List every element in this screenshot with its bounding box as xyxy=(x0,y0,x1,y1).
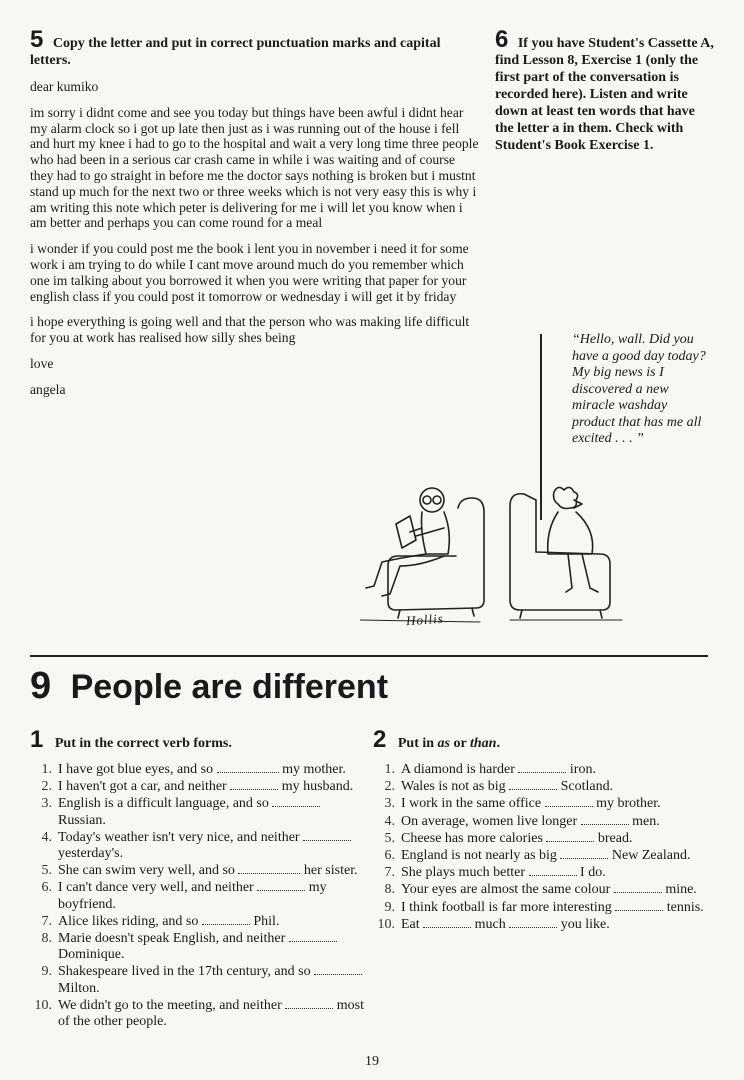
unit-heading xyxy=(30,664,388,709)
answer-blank[interactable] xyxy=(314,964,362,975)
list-item: 6. I can't dance very well, and neither my boyfriend. xyxy=(41,880,327,912)
answer-blank[interactable] xyxy=(581,814,629,825)
answer-blank[interactable] xyxy=(423,917,471,928)
list-item: 1. I have got blue eyes, and so my mother. xyxy=(41,762,346,777)
list-item: 2. Wales is not as big Scotland. xyxy=(384,779,614,795)
page-number: 19 xyxy=(365,1054,379,1069)
letter-paragraph: i hope everything is going well and that the person who was making life difficult for you at work has realised how silly shes being xyxy=(30,314,470,346)
letter-salutation: dear kumiko xyxy=(30,79,99,94)
exercise-6-number: 6 xyxy=(495,26,509,53)
answer-blank[interactable] xyxy=(545,796,593,807)
list-item: 5. Cheese has more calories bread. xyxy=(384,830,633,846)
exercise-2-instruction: Put in as or than. xyxy=(397,736,500,751)
list-item: 3. I work in the same office my brother. xyxy=(384,796,661,812)
exercise-5-title: Copy the letter and put in correct punctuation marks and capital letters. xyxy=(30,36,441,68)
unit-number: 9 xyxy=(30,665,52,707)
answer-blank[interactable] xyxy=(518,762,566,773)
exercise-1 xyxy=(30,728,365,1031)
list-item: 7. She plays much better I do. xyxy=(384,865,606,881)
answer-blank[interactable] xyxy=(285,998,333,1009)
cartoon-speech: “Hello, wall. Did you have a good day today? My big news is I discovered a new miracle washday product that has me all excited . . . ” xyxy=(572,332,706,446)
list-item: 8. Marie doesn't speak English, and neither Dominique. xyxy=(30,931,365,963)
list-item: 4. Today's weather isn't very nice, and neither yesterday's. xyxy=(30,830,365,862)
list-item: 1. A diamond is harder iron. xyxy=(384,762,596,777)
answer-blank[interactable] xyxy=(217,762,279,773)
list-item: 9. Shakespeare lived in the 17th century, and so Milton. xyxy=(30,964,365,996)
answer-blank[interactable] xyxy=(303,830,351,841)
answer-blank[interactable] xyxy=(615,900,663,911)
answer-blank[interactable] xyxy=(202,914,250,925)
list-item: 2. I haven't got a car, and neither my husband. xyxy=(41,779,354,795)
exercise-1-number: 1 xyxy=(30,726,44,753)
list-item: 3. English is a difficult language, and so Russian. xyxy=(30,796,365,828)
answer-blank[interactable] xyxy=(289,931,337,942)
exercise-1-instruction: Put in the correct verb forms. xyxy=(54,736,232,751)
list-item: 10. We didn't go to the meeting, and neither most of the other people. xyxy=(34,997,365,1030)
letter-signature: angela xyxy=(30,381,66,397)
artist-signature: Hollis xyxy=(405,610,445,629)
list-item: 7. Alice likes riding, and so Phil. xyxy=(41,913,280,929)
answer-blank[interactable] xyxy=(546,831,594,842)
exercise-1-heading xyxy=(30,728,365,752)
letter-closing: love xyxy=(30,355,54,371)
answer-blank[interactable] xyxy=(560,848,608,859)
exercise-2 xyxy=(373,728,718,934)
list-item: 9. I think football is far more interesting tennis. xyxy=(384,899,704,915)
exercise-2-list xyxy=(373,762,718,933)
exercise-6-text: If you have Student's Cassette A, find Lesson 8, Exercise 1 (only the first part of the conversation is recorded here). Listen and write down at least ten words that have the letter a in them. Check with Student's Book Exercise 1. xyxy=(495,36,714,153)
list-item: 6. England is not nearly as big New Zealand. xyxy=(384,848,691,864)
exercise-5-number: 5 xyxy=(30,26,44,53)
answer-blank[interactable] xyxy=(238,863,300,874)
exercise-2-number: 2 xyxy=(373,726,387,753)
exercise-5-heading xyxy=(30,28,480,69)
letter-paragraph: i wonder if you could post me the book i lent you in november i need it for some work i am trying to do while I cant move around much do you remember which one im talking about you borrowed it when you were writing that paper for your english class if you could post it tomorrow or wednesday i will get it by friday xyxy=(30,241,469,304)
answer-blank[interactable] xyxy=(230,779,278,790)
answer-blank[interactable] xyxy=(614,882,662,893)
answer-blank[interactable] xyxy=(509,779,557,790)
answer-blank[interactable] xyxy=(529,865,577,876)
exercise-2-heading xyxy=(373,728,718,752)
list-item: 10. Eat much you like. xyxy=(377,916,610,932)
list-item: 8. Your eyes are almost the same colour mine. xyxy=(384,882,697,898)
list-item: 5. She can swim very well, and so her sister. xyxy=(41,863,358,879)
unit-title: People are different xyxy=(70,668,389,706)
unit-divider xyxy=(30,655,708,657)
exercise-1-list xyxy=(30,762,365,1030)
letter-paragraph: im sorry i didnt come and see you today but things have been awful i didnt hear my alarm clock so i got up late then just as i was running out of the house i fell and hurt my knee i had to go to the hospital and wait a very long time three people who had been in a serious car crash came in while i was waiting and of course they had to go straight in before me the doctor says nothing is broken but i mustnt stand up much for the next two or three weeks which is not very easy this is why i am writing this note which peter is delivering for me i will let you know when i am better and perhaps you can come round for a meal xyxy=(30,104,479,231)
cartoon xyxy=(360,330,720,640)
answer-blank[interactable] xyxy=(257,880,305,891)
exercise-6 xyxy=(495,28,715,154)
answer-blank[interactable] xyxy=(509,917,557,928)
list-item: 4. On average, women live longer men. xyxy=(384,813,660,829)
answer-blank[interactable] xyxy=(272,796,320,807)
